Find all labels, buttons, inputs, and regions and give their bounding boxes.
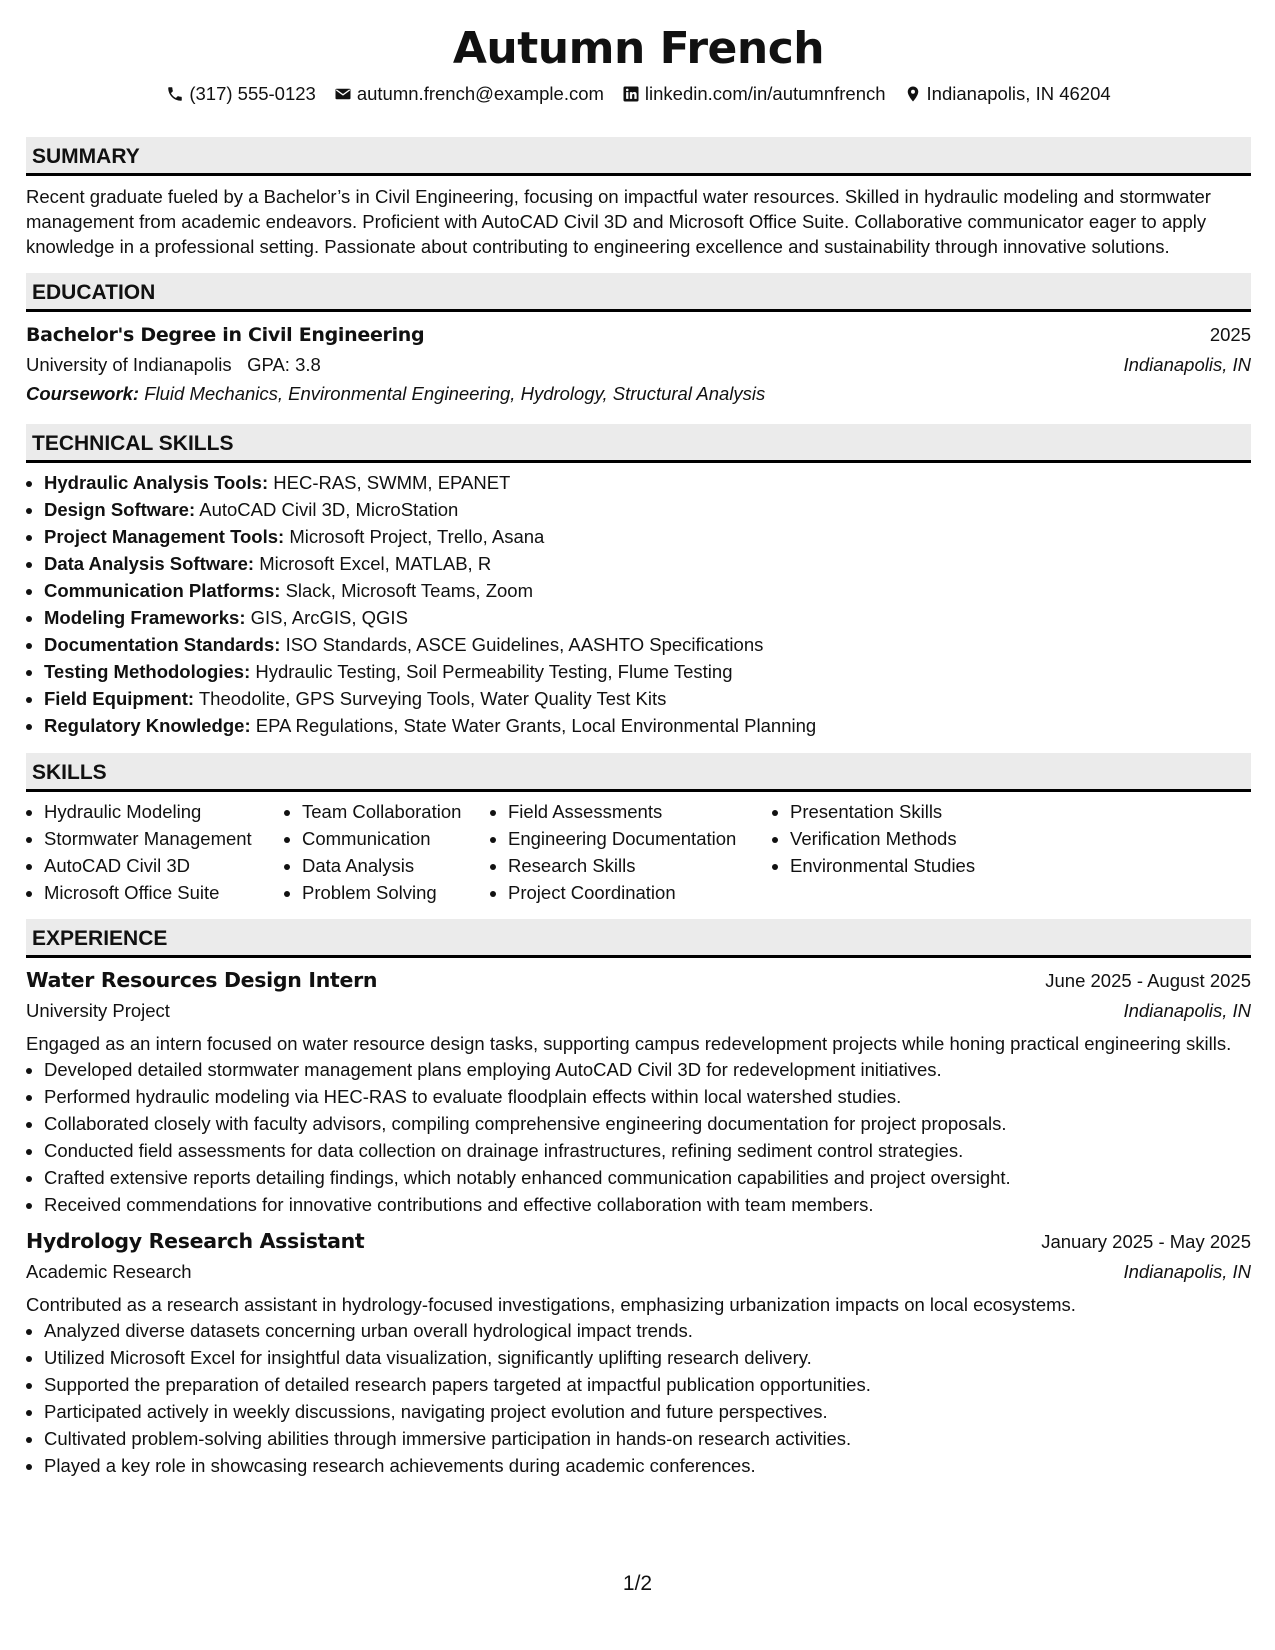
linkedin-link[interactable]: linkedin.com/in/autumnfrench bbox=[644, 83, 886, 104]
job-summary: Engaged as an intern focused on water resource design tasks, supporting campus redevelopment projects while honing practical engineering skills. bbox=[26, 1033, 1232, 1054]
skill-values: Slack, Microsoft Teams, Zoom bbox=[285, 580, 533, 601]
job-bullets bbox=[26, 1317, 1251, 1479]
phone-text: (317) 555-0123 bbox=[189, 83, 316, 104]
skill-category: Documentation Standards: bbox=[44, 634, 281, 655]
contact-location bbox=[904, 82, 1111, 106]
list-item: • Communication bbox=[302, 825, 468, 852]
job-entry bbox=[26, 1226, 1251, 1479]
technical-skills-list bbox=[26, 469, 1251, 739]
skills-column-4 bbox=[772, 798, 1054, 906]
list-item: • Utilized Microsoft Excel for insightful data visualization, significantly uplifting research delivery. bbox=[44, 1344, 1251, 1371]
school-name: University of Indianapolis bbox=[26, 354, 232, 375]
map-pin-icon bbox=[904, 85, 922, 103]
skill-values: Microsoft Excel, MATLAB, R bbox=[259, 553, 492, 574]
list-item: • Analyzed diverse datasets concerning urban overall hydrological impact trends. bbox=[44, 1317, 1251, 1344]
technical-skills-heading: TECHNICAL SKILLS bbox=[26, 424, 1251, 463]
education-entry bbox=[26, 320, 1251, 409]
skill-values: EPA Regulations, State Water Grants, Local Environmental Planning bbox=[255, 715, 817, 736]
job-location: Indianapolis, IN bbox=[1123, 1000, 1251, 1021]
job-organization: University Project bbox=[26, 1000, 170, 1021]
skills-column-2 bbox=[284, 798, 490, 906]
job-entry bbox=[26, 965, 1251, 1218]
skills-grid bbox=[26, 798, 1251, 906]
skill-category: Data Analysis Software: bbox=[44, 553, 255, 574]
page-number: 1/2 bbox=[622, 1572, 653, 1595]
list-item bbox=[44, 469, 1251, 496]
gpa: GPA: 3.8 bbox=[247, 354, 321, 375]
skills-column-3 bbox=[490, 798, 772, 906]
job-summary: Contributed as a research assistant in hydrology-focused investigations, emphasizing urbanization impacts on local ecosystems. bbox=[26, 1294, 1076, 1315]
contact-bar bbox=[26, 82, 1251, 106]
school-line bbox=[26, 350, 321, 379]
resume-page bbox=[26, 0, 1251, 1479]
list-item: • Crafted extensive reports detailing findings, which notably enhanced communication capabilities and project oversight. bbox=[44, 1164, 1251, 1191]
coursework-label: Coursework: bbox=[26, 383, 140, 404]
job-dates: January 2025 - May 2025 bbox=[1041, 1231, 1251, 1252]
list-item: • Played a key role in showcasing research achievements during academic conferences. bbox=[44, 1452, 1251, 1479]
skill-category: Project Management Tools: bbox=[44, 526, 285, 547]
list-item: • Participated actively in weekly discussions, navigating project evolution and future perspectives. bbox=[44, 1398, 1251, 1425]
summary-text: Recent graduate fueled by a Bachelor’s in Civil Engineering, focusing on impactful water resources. Skilled in hydraulic modeling and stormwater management from academic endeavors. Proficient with AutoCAD Civil 3D and Microsoft Office Suite. Collaborative communicator eager to apply knowledge in a professional setting. Passionate about contributing to engineering excellence and sustainability through innovative solutions. bbox=[26, 186, 1211, 257]
list-item: • Research Skills bbox=[508, 852, 750, 879]
list-item: • Problem Solving bbox=[302, 879, 468, 906]
skill-category: Field Equipment: bbox=[44, 688, 195, 709]
list-item: • Team Collaboration bbox=[302, 798, 468, 825]
list-item: • Collaborated closely with faculty advisors, compiling comprehensive engineering documentation for project proposals. bbox=[44, 1110, 1251, 1137]
phone-icon bbox=[166, 85, 184, 103]
summary-heading: SUMMARY bbox=[26, 137, 1251, 176]
list-item: • Field Assessments bbox=[508, 798, 750, 825]
coursework-text: Fluid Mechanics, Environmental Engineering, Hydrology, Structural Analysis bbox=[144, 383, 766, 404]
skill-category: Hydraulic Analysis Tools: bbox=[44, 472, 269, 493]
list-item bbox=[44, 685, 1251, 712]
job-title: Water Resources Design Intern bbox=[26, 968, 378, 992]
list-item bbox=[44, 550, 1251, 577]
list-item: • AutoCAD Civil 3D bbox=[44, 852, 262, 879]
job-title: Hydrology Research Assistant bbox=[26, 1229, 365, 1253]
list-item: • Cultivated problem-solving abilities through immersive participation in hands-on research activities. bbox=[44, 1425, 1251, 1452]
list-item: • Conducted field assessments for data collection on drainage infrastructures, refining sediment control strategies. bbox=[44, 1137, 1251, 1164]
school-location: Indianapolis, IN bbox=[1123, 354, 1251, 375]
skill-category: Communication Platforms: bbox=[44, 580, 281, 601]
experience-heading: EXPERIENCE bbox=[26, 919, 1251, 958]
list-item: • Environmental Studies bbox=[790, 852, 1032, 879]
list-item: • Received commendations for innovative contributions and effective collaboration with team members. bbox=[44, 1191, 1251, 1218]
job-dates: June 2025 - August 2025 bbox=[1045, 970, 1251, 991]
list-item bbox=[44, 712, 1251, 739]
list-item: • Stormwater Management bbox=[44, 825, 262, 852]
degree-title: Bachelor's Degree in Civil Engineering bbox=[26, 324, 425, 346]
skills-heading: SKILLS bbox=[26, 753, 1251, 792]
list-item: • Project Coordination bbox=[508, 879, 750, 906]
skill-category: Design Software: bbox=[44, 499, 196, 520]
skill-values: GIS, ArcGIS, QGIS bbox=[250, 607, 408, 628]
list-item bbox=[44, 658, 1251, 685]
list-item: • Microsoft Office Suite bbox=[44, 879, 262, 906]
skill-category: Testing Methodologies: bbox=[44, 661, 251, 682]
education-heading: EDUCATION bbox=[26, 273, 1251, 312]
job-organization: Academic Research bbox=[26, 1261, 192, 1282]
list-item: • Verification Methods bbox=[790, 825, 1032, 852]
linkedin-icon bbox=[622, 85, 640, 103]
coursework-line bbox=[26, 379, 1251, 409]
list-item: • Developed detailed stormwater management plans employing AutoCAD Civil 3D for redevelopment initiatives. bbox=[44, 1056, 1251, 1083]
location-text: Indianapolis, IN 46204 bbox=[926, 83, 1111, 104]
candidate-name: Autumn French bbox=[452, 23, 825, 74]
contact-phone bbox=[166, 82, 316, 106]
list-item bbox=[44, 604, 1251, 631]
skill-category: Regulatory Knowledge: bbox=[44, 715, 251, 736]
skill-values: AutoCAD Civil 3D, MicroStation bbox=[199, 499, 459, 520]
list-item bbox=[44, 577, 1251, 604]
list-item: • Presentation Skills bbox=[790, 798, 1032, 825]
list-item: • Performed hydraulic modeling via HEC-RAS to evaluate floodplain effects within local watershed studies. bbox=[44, 1083, 1251, 1110]
list-item bbox=[44, 523, 1251, 550]
skills-column-1 bbox=[26, 798, 284, 906]
skill-values: Microsoft Project, Trello, Asana bbox=[289, 526, 545, 547]
list-item bbox=[44, 496, 1251, 523]
contact-linkedin[interactable] bbox=[622, 82, 886, 106]
list-item: • Engineering Documentation bbox=[508, 825, 750, 852]
skill-values: Theodolite, GPS Surveying Tools, Water Quality Test Kits bbox=[198, 688, 667, 709]
skill-category: Modeling Frameworks: bbox=[44, 607, 246, 628]
list-item: • Hydraulic Modeling bbox=[44, 798, 262, 825]
envelope-icon bbox=[334, 85, 352, 103]
email-link[interactable]: autumn.french@example.com bbox=[356, 83, 604, 104]
job-bullets bbox=[26, 1056, 1251, 1218]
skill-values: ISO Standards, ASCE Guidelines, AASHTO Specifications bbox=[285, 634, 764, 655]
list-item: • Supported the preparation of detailed research papers targeted at impactful publication opportunities. bbox=[44, 1371, 1251, 1398]
graduation-year: 2025 bbox=[1209, 324, 1251, 345]
list-item: • Data Analysis bbox=[302, 852, 468, 879]
list-item bbox=[44, 631, 1251, 658]
skill-values: Hydraulic Testing, Soil Permeability Testing, Flume Testing bbox=[255, 661, 733, 682]
skill-values: HEC-RAS, SWMM, EPANET bbox=[273, 472, 511, 493]
job-location: Indianapolis, IN bbox=[1123, 1261, 1251, 1282]
contact-email[interactable] bbox=[334, 82, 604, 106]
